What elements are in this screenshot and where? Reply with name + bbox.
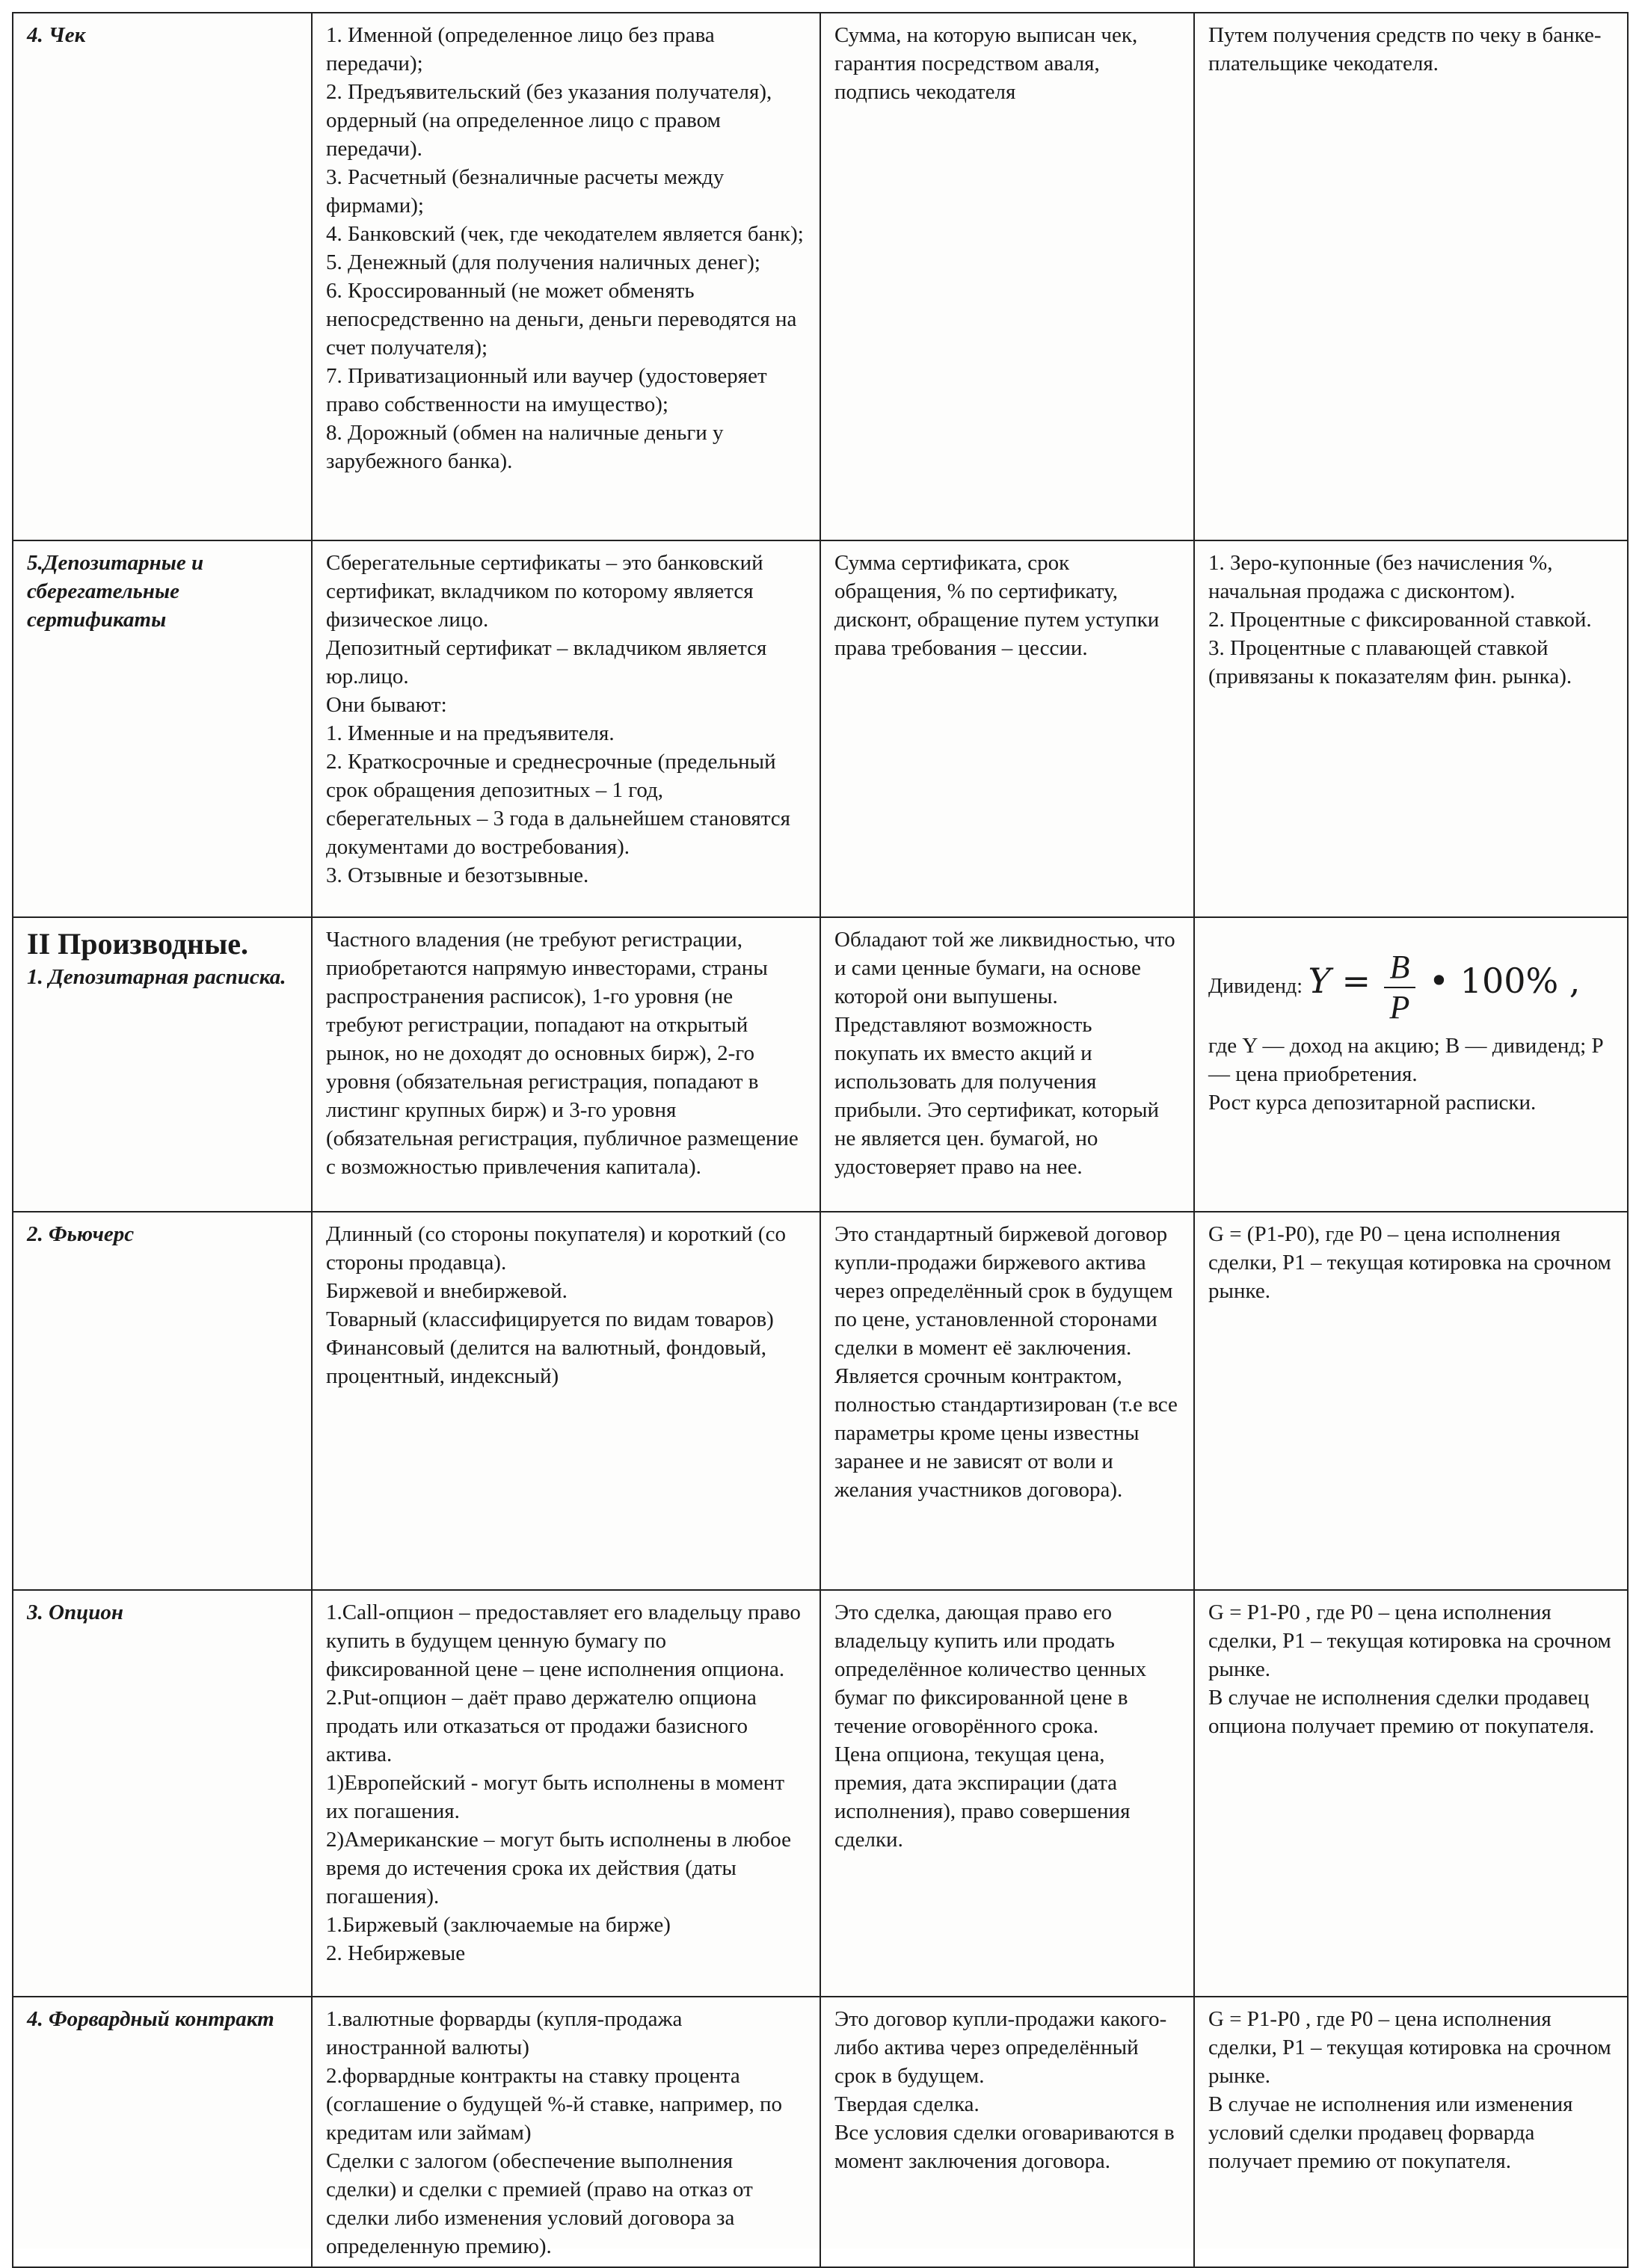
properties-cell: Сумма сертификата, срок обращения, % по сертификату, дисконт, обращение путем уступки права требования – цессии. — [820, 540, 1194, 917]
row-title — [13, 917, 312, 1212]
types-cell: Длинный (со стороны покупателя) и короткий (со стороны продавца). Биржевой и внебиржевой. Товарный (классифицируется по видам товаров) Финансовый (делится на валютный, фондовый, процентный, индексный) — [312, 1212, 820, 1590]
properties-cell: Это сделка, дающая право его владельцу купить или продать определённое количество ценных бумаг по фиксированной цене в течение оговорённого срока. Цена опциона, текущая цена, премия, дата экспирации (дата исполнения), право совершения сделки. — [820, 1590, 1194, 1997]
section-heading: II Производные. — [27, 927, 249, 961]
types-cell: 1.валютные форварды (купля-продажа иностранной валюты) 2.форвардные контракты на ставку процента (соглашение о будущей %-й ставке, например, по кредитам или займам) Сделки с залогом (обеспечение выполнения сделки) и сделки с премией (право на отказ от сделки либо изменения условий договора за определенную премию). — [312, 1997, 820, 2267]
types-cell: Сберегательные сертификаты – это банковский сертификат, вкладчиком по которому является физическое лицо. Депозитный сертификат – вкладчиком является юр.лицо. Они бывают: 1. Именные и на предъявителя. 2. Краткосрочные и среднесрочные (предельный срок обращения депозитных – 1 год, сберегательных – 3 года в дальнейшем становятся документами до востребования). 3. Отзывные и безотзывные. — [312, 540, 820, 917]
table-row — [13, 13, 1628, 540]
types-cell: 1. Именной (определенное лицо без права передачи); 2. Предъявительский (без указания получателя), ордерный (на определенное лицо с правом передачи). 3. Расчетный (безналичные расчеты между фирмами); 4. Банковский (чек, где чекодателем является банк); 5. Денежный (для получения наличных денег); 6. Кроссированный (не может обменять непосредственно на деньги, деньги переводятся на счет получателя); 7. Приватизационный или ваучер (удостоверяет право собственности на имущество); 8. Дорожный (обмен на наличные деньги у зарубежного банка). — [312, 13, 820, 540]
income-cell: G = P1-P0 , где P0 – цена исполнения сделки, P1 – текущая котировка на срочном рынке. В случае не исполнения или изменения условий сделки продавец форварда получает премию от покупателя. — [1194, 1997, 1628, 2267]
row-title: 3. Опцион — [13, 1590, 312, 1997]
properties-cell: Сумма, на которую выписан чек, гарантия посредством аваля, подпись чекодателя — [820, 13, 1194, 540]
income-cell: G = (P1-P0), где P0 – цена исполнения сделки, P1 – текущая котировка на срочном рынке. — [1194, 1212, 1628, 1590]
income-cell: 1. Зеро-купонные (без начисления %, начальная продажа с дисконтом). 2. Процентные с фиксированной ставкой. 3. Процентные с плавающей ставкой (привязаны к показателям фин. рынка). — [1194, 540, 1628, 917]
table-row — [13, 1590, 1628, 1997]
types-cell: 1.Call-опцион – предоставляет его владельцу право купить в будущем ценную бумагу по фиксированной цене – цене исполнения опциона. 2.Put-опцион – даёт право держателю опциона продать или отказаться от продажи базисного актива. 1)Европейский - могут быть исполнены в момент их погашения. 2)Американские – могут быть исполнены в любое время до истечения срока их действия (даты погашения). 1.Биржевый (заключаемые на бирже) 2. Небиржевые — [312, 1590, 820, 1997]
properties-cell: Это стандартный биржевой договор купли-продажи биржевого актива через определённый срок в будущем по цене, установленной сторонами сделки в момент её заключения. Является срочным контрактом, полностью стандартизирован (т.е все параметры кроме цены известны заранее и не зависят от воли и желания участников договора). — [820, 1212, 1194, 1590]
types-cell: Частного владения (не требуют регистрации, приобретаются напрямую инвесторами, страны распространения расписок), 1-го уровня (не требуют регистрации, попадают на открытый рынок, но не доходят до основных бирж), 2-го уровня (обязательная регистрация, попадают в листинг крупных бирж) и 3-го уровня (обязательная регистрация, публичное размещение с возможностью привлечения капитала). — [312, 917, 820, 1212]
income-cell: G = P1-P0 , где P0 – цена исполнения сделки, P1 – текущая котировка на срочном рынке. В случае не исполнения сделки продавец опциона получает премию от покупателя. — [1194, 1590, 1628, 1997]
formula-explanation: где Y — доход на акцию; B — дивиденд; P — цена приобретения. Рост курса депозитарной расписки. — [1208, 1034, 1603, 1115]
row-title: 2. Фьючерс — [13, 1212, 312, 1590]
income-cell — [1194, 917, 1628, 1212]
formula-label: Дивиденд: — [1208, 974, 1303, 998]
formula-rhs: • 100% , — [1428, 960, 1581, 1001]
row-title: 5.Депозитарные и сберегательные сертификаты — [13, 540, 312, 917]
table-row — [13, 1212, 1628, 1590]
table-row — [13, 917, 1628, 1212]
properties-cell: Это договор купли-продажи какого-либо актива через определённый срок в будущем. Твердая сделка. Все условия сделки оговариваются в момент заключения договора. — [820, 1997, 1194, 2267]
securities-table — [12, 12, 1629, 2268]
formula-denominator: P — [1389, 989, 1410, 1026]
row-title: 4. Форвардный контракт — [13, 1997, 312, 2267]
table-row — [13, 540, 1628, 917]
table-row — [13, 1997, 1628, 2267]
row-title: 4. Чек — [13, 13, 312, 540]
row-title-text: 1. Депозитарная расписка. — [27, 965, 286, 989]
formula-fraction — [1384, 948, 1416, 1027]
dividend-formula — [1208, 925, 1614, 1027]
document-page — [12, 12, 1627, 2258]
properties-cell: Обладают той же ликвидностью, что и сами ценные бумаги, на основе которой они выпушены. Представляют возможность покупать их вместо акций и использовать для получения прибыли. Это сертификат, который не является цен. бумагой, но удостоверяет право на нее. — [820, 917, 1194, 1212]
formula-lhs: Y = — [1308, 960, 1371, 1001]
formula-numerator: B — [1384, 948, 1416, 988]
income-cell: Путем получения средств по чеку в банке-плательщике чекодателя. — [1194, 13, 1628, 540]
